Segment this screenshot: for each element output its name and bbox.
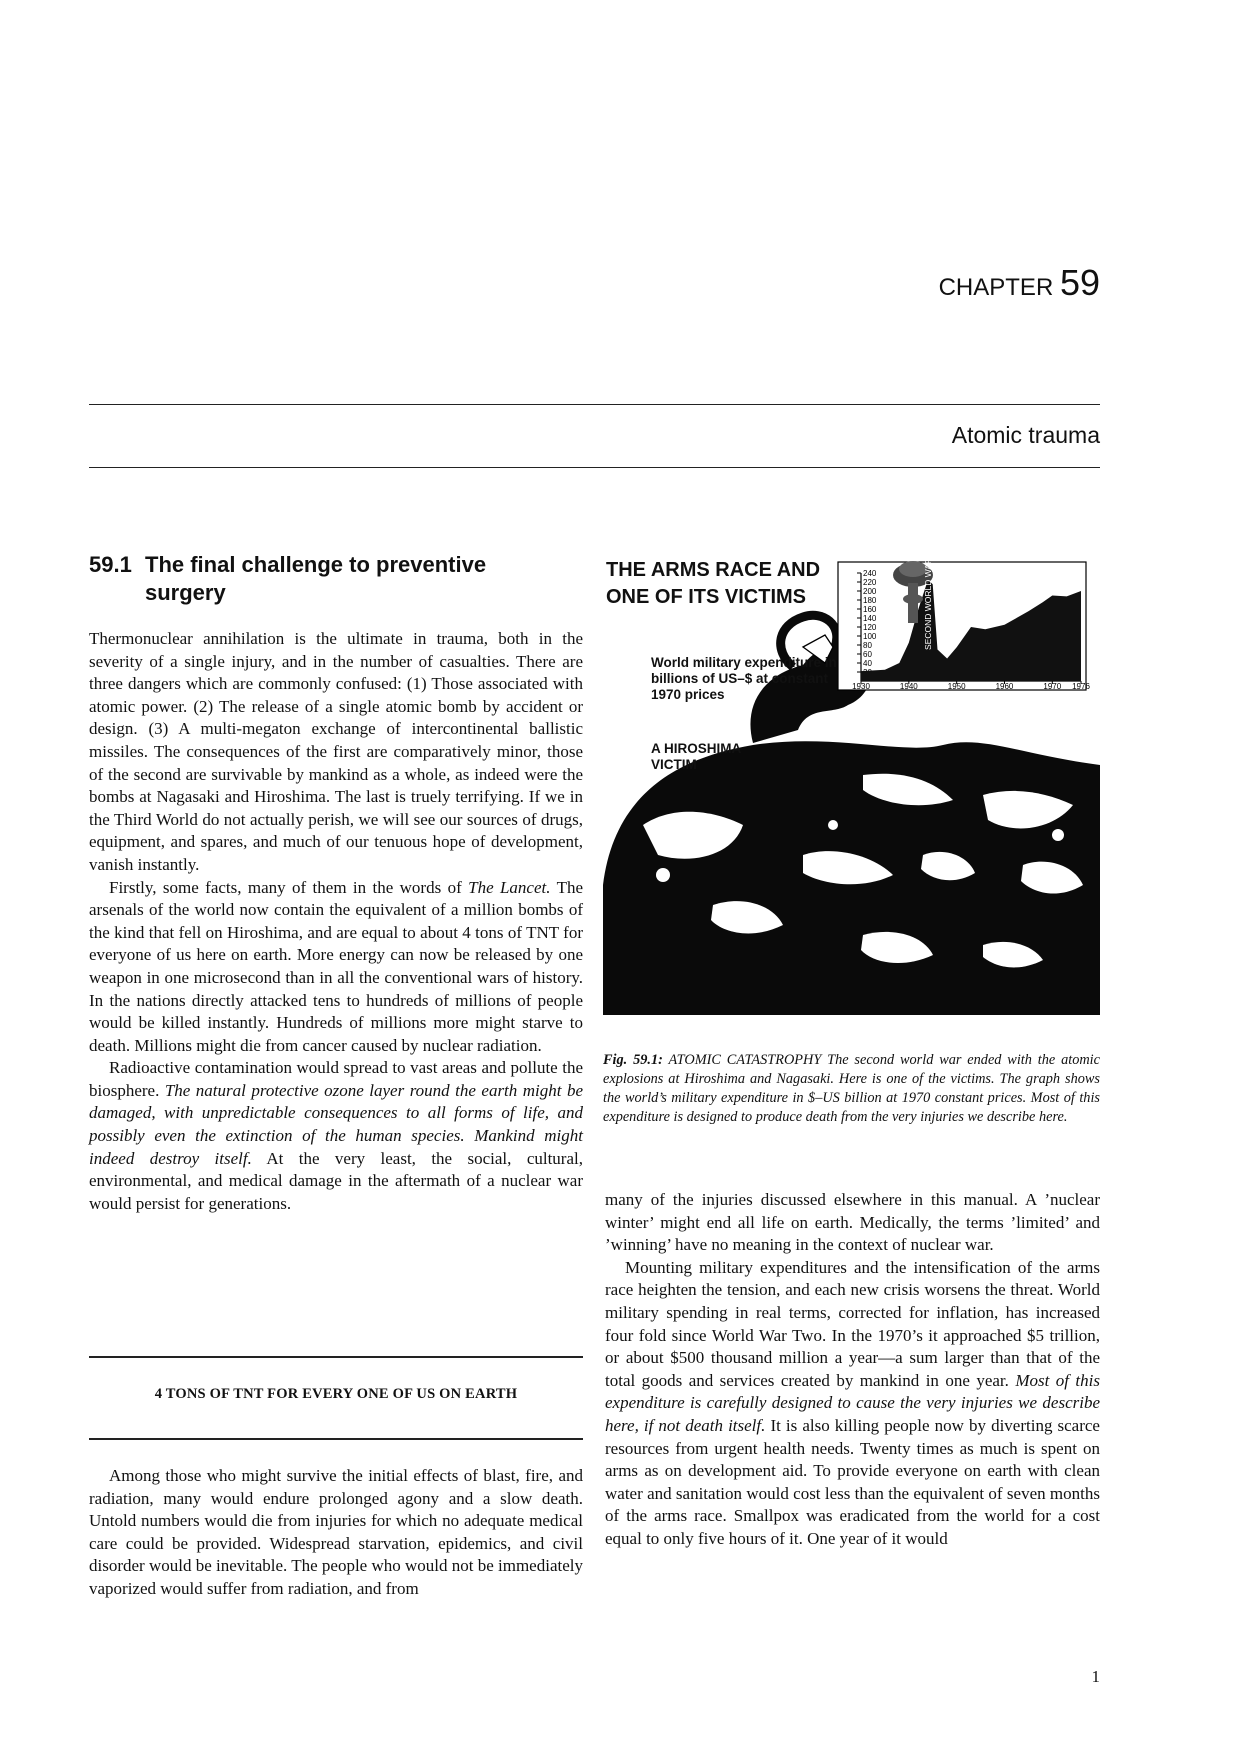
chapter-number: 59 [1059,262,1100,303]
x-tick-label: 1960 [995,682,1014,691]
figure-label-expenditure: World military expenditure in billions of US–$ at constant 1970 prices [651,655,837,702]
paragraph-3-text-cont: At the very least, the social, cultural, environmental, and medical damage in the aftermath of a nuclear war would persist for generations. [89,1148,583,1213]
right-paragraph-2-text-cont: It is also killing people now by diverting scarce resources from urgent health needs. Twenty times as much is spent on arms as on development aid. To provide everyone on earth with clean water and sanitation would cost less than the equivalent of seven months of the arms race. Smallpox was eradicated from the world for a cost equal to only five hours of it. One year of it would [605,1415,1100,1548]
chapter-word: CHAPTER [938,274,1054,301]
figure-title [606,557,866,611]
right-column [605,1189,1100,1551]
graph-war-label: SECOND WORLD WAR [923,557,933,650]
paragraph-2-emphasis: The Lancet. [468,877,551,897]
paragraph-1: Thermonuclear annihilation is the ultimate in trauma, both in the severity of a single injury, and in the number of casualties. There are three dangers which are commonly confused: (1) Those associated with atomic power. (2) The release of a single atomic bomb by accident or design. (3) A multi-megaton exchange of intercontinental ballistic missiles. The consequences of the first are comparatively minor, those of the second are survivable by mankind as a whole, as indeed were the bombs at Nagasaki and Hiroshima. The last is truely terrifying. If we in the Third World do not actually perish, we will see our sources of drugs, equipment, and spares, and much of our tenuous hope of development, vanish instantly. [89,629,583,874]
left-column [89,628,583,1215]
left-column-continued [89,1465,583,1601]
callout-box [89,1356,583,1440]
x-tick-label: 1976 [1072,682,1090,691]
figure-illustration [603,555,1100,1035]
chapter-title: Atomic trauma [951,422,1100,448]
callout-text: 4 TONS OF TNT FOR EVERY ONE OF US ON EARTH [154,1386,518,1402]
figure-title-line1: THE ARMS RACE AND [606,559,821,581]
right-paragraph-1: many of the injuries discussed elsewhere in this manual. A ’nuclear winter’ might end all life on earth. Medically, the terms ’limited’ and ’winning’ have no meaning in the context of nuclear war. [605,1190,1100,1255]
right-paragraph-2-text: Mounting military expenditures and the intensification of the arms race heighten the tension, and each new crisis worsens the threat. World military spending in real terms, corrected for inflation, has increased four fold since World War Two. In the 1970’s it approached $5 trillion, or about $500 thousand million a year—a sum larger than that of the total goods and services created by mankind in one year. [605,1257,1100,1390]
figure-title-line2: ONE OF ITS VICTIMS [606,586,807,608]
y-tick-label: 80 [863,641,872,650]
paragraph-4: Among those who might survive the initial effects of blast, fire, and radiation, many would endure prolonged agony and a slow death. Untold numbers would die from injuries for which no adequate medical care could be provided. Widespread starvation, epidemics, and civil disorder would be inevitable. The people who would not be immediately vaporized would suffer from radiation, and from [89,1466,583,1598]
x-tick-label: 1950 [947,682,966,691]
paragraph-3-text: Radioactive contamination would spread to vast areas and pollute the biosphere. [89,1058,583,1100]
section-heading [89,551,589,607]
figure-label-victim [651,741,801,773]
x-tick-label: 1940 [899,682,918,691]
y-tick-label: 160 [863,605,877,614]
right-paragraph-2-emphasis: Most of this expenditure is carefully designed to cause the very injuries we describe here, if not death itself. [605,1370,1100,1435]
x-tick-label: 1930 [852,682,870,691]
y-tick-label: 120 [863,623,877,632]
expenditure-graph [838,558,1090,691]
chapter-rule-bottom [89,467,1100,468]
section-number: 59.1 [89,552,132,577]
paragraph-2-text: Firstly, some facts, many of them in the words of [109,877,469,897]
caption-text: ATOMIC CATASTROPHY The second world war ended with the atomic explosions at Hiroshima and Nagasaki. Here is one of the victims. The graph shows the world’s military expenditure in $–US billion at 1970 constant prices. Most of this expenditure is designed to produce death from the very injuries we describe here. [603,1052,1101,1125]
y-tick-label: 180 [863,596,877,605]
y-tick-label: 200 [863,587,877,596]
section-title-line2: surgery [145,580,226,605]
caption-label: Fig. 59.1: [603,1052,663,1068]
figure-label-victim-line1: A HIROSHIMA [651,741,742,756]
y-tick-label: 220 [863,578,877,587]
x-tick-label: 1970 [1043,682,1062,691]
y-tick-label: 240 [863,569,877,578]
chapter-label [600,262,1100,304]
paragraph-3 [89,1057,583,1215]
right-paragraph-2 [605,1257,1100,1551]
page-number: 1 [1091,1667,1100,1686]
figure-label-victim-line2: VICTIM [651,757,697,772]
paragraph-2 [89,877,583,1058]
section-title-line1: The final challenge to preventive [145,552,487,577]
figure-caption [603,1051,1100,1127]
chapter-rule-top [89,404,1100,405]
y-tick-label: 60 [863,650,872,659]
y-tick-label: 100 [863,632,877,641]
y-tick-label: 140 [863,614,877,623]
paragraph-3-emphasis: The natural protective ozone layer round the earth might be damaged, with unpredictable consequences to all forms of life, and possibly even the extinction of the human species. Mankind might indeed destroy itself. [89,1080,583,1168]
y-tick-label: 40 [863,659,872,668]
paragraph-2-text-cont: The arsenals of the world now contain the equivalent of a million bombs of the kind that fell on Hiroshima, and are equal to about 4 tons of TNT for everyone of us here on earth. More energy can now be released by one weapon in one microsecond than in all the conventional wars of history. In the nations directly attacked tens to hundreds of millions of people would be killed instantly. Hundreds of millions more might starve to death. Millions might die from cancer caused by nuclear radiation. [89,877,583,1055]
